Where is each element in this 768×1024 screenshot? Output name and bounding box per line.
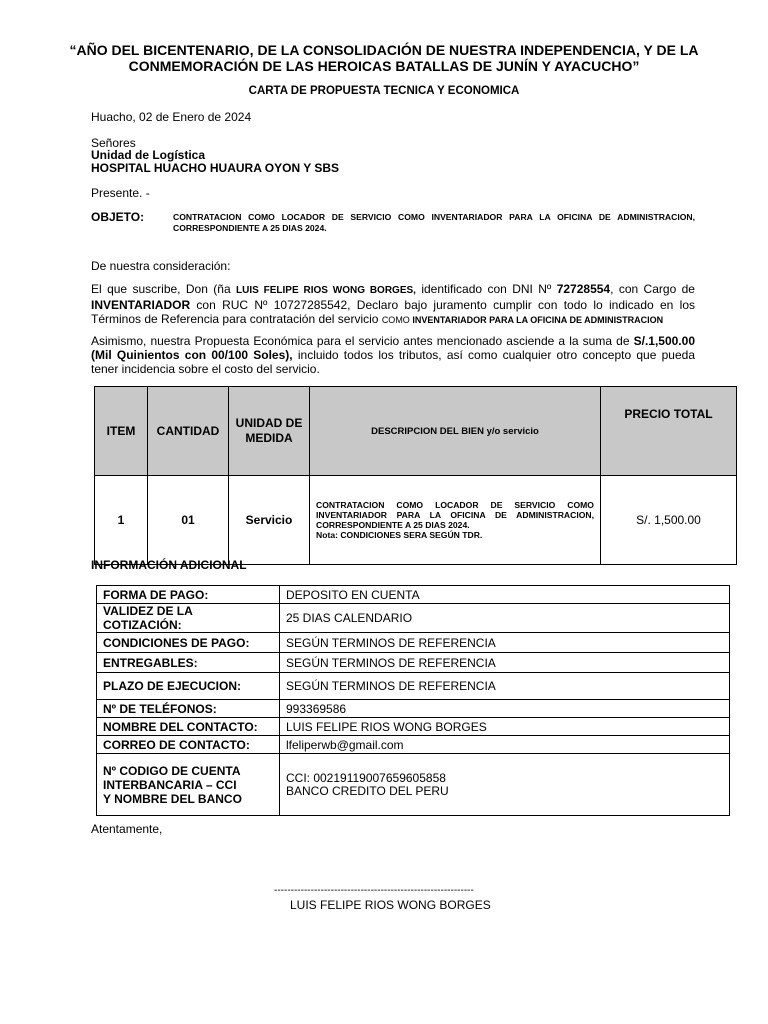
header-line-2: CONMEMORACIÓN DE LAS HEROICAS BATALLAS DE JUNÍN Y AYACUCHO” (128, 58, 640, 74)
salutation: Señores (91, 136, 136, 150)
table-row (95, 476, 737, 565)
info-row (97, 718, 730, 736)
row-cantidad: 01 (148, 476, 229, 565)
info-key: CORREO DE CONTACTO: (97, 736, 280, 754)
info-value: lfeliperwb@gmail.com (280, 736, 730, 754)
p1-name: LUIS FELIPE RIOS WONG BORGES, (236, 285, 416, 296)
bank-key-line-3: Y NOMBRE DEL BANCO (103, 791, 242, 806)
closing: Atentamente, (91, 822, 163, 836)
p1-servicio: INVENTARIADOR PARA LA OFICINA DE ADMINISTRACION (412, 315, 664, 325)
bank-key-line-2: INTERBANCARIA – CCI (103, 777, 237, 792)
col-precio-header: PRECIO TOTAL (601, 387, 737, 476)
date-line: Huacho, 02 de Enero de 2024 (91, 110, 252, 124)
objeto-label: OBJETO: (91, 210, 145, 224)
p1-dni: 72728554 (556, 282, 611, 296)
p2-text-2: incluido todos los tributos, así como cualquier otro concepto que pueda tener incidencia sobre el costo del servicio. (91, 348, 696, 376)
signature-name: LUIS FELIPE RIOS WONG BORGES (290, 898, 491, 912)
info-key: VALIDEZ DE LA COTIZACIÓN: (97, 604, 280, 633)
header-line-1: “AÑO DEL BICENTENARIO, DE LA CONSOLIDACIÓN DE NUESTRA INDEPENDENCIA, Y DE LA (69, 42, 699, 58)
info-key: FORMA DE PAGO: (97, 586, 280, 604)
p1-text-5: COMO (381, 315, 413, 325)
info-value: SEGÚN TERMINOS DE REFERENCIA (280, 653, 730, 673)
header-title (60, 42, 708, 74)
info-row (97, 653, 730, 673)
info-value: SEGÚN TERMINOS DE REFERENCIA (280, 673, 730, 700)
p2-amount: S/.1,500.00 (Mil Quinientos con 00/100 Soles), (91, 334, 695, 362)
row-nota: Nota: CONDICIONES SERA SEGÚN TDR. (316, 530, 483, 540)
info-key: ENTREGABLES: (97, 653, 280, 673)
p1-cargo: INVENTARIADOR (91, 298, 191, 312)
info-value: DEPOSITO EN CUENTA (280, 586, 730, 604)
info-row (97, 633, 730, 653)
info-key: CONDICIONES DE PAGO: (97, 633, 280, 653)
greeting: De nuestra consideración: (91, 259, 231, 273)
row-descripcion-text: CONTRATACION COMO LOCADOR DE SERVICIO COMO INVENTARIADOR PARA LA OFICINA DE ADMINISTRACION, CORRESPONDIENTE A 25 DIAS 2024. (316, 500, 594, 530)
bank-name: BANCO CREDITO DEL PERU (286, 783, 449, 798)
p1-text-1: El que suscribe, Don (ña (91, 282, 237, 296)
info-title: INFORMACIÓN ADICIONAL (91, 558, 247, 572)
col-item-header: ITEM (95, 387, 148, 476)
proposal-table (94, 386, 737, 565)
info-value: 25 DIAS CALENDARIO (280, 604, 730, 633)
presente-line: Presente. - (91, 186, 150, 200)
recipient-unit: Unidad de Logística (91, 148, 206, 162)
info-row (97, 736, 730, 754)
info-key: PLAZO DE EJECUCION: (97, 673, 280, 700)
info-row-bank (97, 754, 730, 816)
declaration-paragraph (91, 282, 695, 327)
info-row (97, 604, 730, 633)
info-table (96, 585, 730, 816)
row-item: 1 (95, 476, 148, 565)
info-row (97, 586, 730, 604)
bank-key (97, 754, 280, 816)
info-key: Nº DE TELÉFONOS: (97, 700, 280, 718)
p2-text-1: Asimismo, nuestra Propuesta Económica para el servicio antes mencionado asciende a la suma de (91, 334, 634, 348)
info-value: 993369586 (280, 700, 730, 718)
row-precio: S/. 1,500.00 (601, 476, 737, 565)
proposal-table-header (95, 387, 737, 476)
info-value: LUIS FELIPE RIOS WONG BORGES (280, 718, 730, 736)
objeto-text: CONTRATACION COMO LOCADOR DE SERVICIO COMO INVENTARIADOR PARA LA OFICINA DE ADMINISTRACION, CORRESPONDIENTE A 25 DIAS 2024. (173, 212, 695, 233)
col-descripcion-header: DESCRIPCION DEL BIEN y/o servicio (310, 387, 601, 476)
row-descripcion (310, 476, 601, 565)
col-cantidad-header: CANTIDAD (148, 387, 229, 476)
document-title: CARTA DE PROPUESTA TECNICA Y ECONOMICA (248, 85, 520, 97)
bank-value (280, 754, 730, 816)
row-unidad: Servicio (229, 476, 310, 565)
info-key: NOMBRE DEL CONTACTO: (97, 718, 280, 736)
bank-cci: CCI: 00219119007659605858 (286, 770, 446, 785)
recipient-hospital: HOSPITAL HUACHO HUAURA OYON Y SBS (91, 161, 340, 175)
p1-text-2: identificado con DNI Nº (415, 282, 557, 296)
info-row (97, 700, 730, 718)
bank-key-line-1: Nº CODIGO DE CUENTA (103, 763, 241, 778)
col-unidad-header: UNIDAD DE MEDIDA (229, 387, 310, 476)
signature-line: ------------------------------------------------------------ (274, 885, 474, 896)
info-row (97, 673, 730, 700)
p1-text-3: , con Cargo de (610, 282, 695, 296)
p1-text-4: con RUC Nº 10727285542, Declaro bajo juramento cumplir con todo lo indicado en los Términos de Referencia para contratación del servicio (91, 298, 695, 326)
economic-paragraph (91, 334, 695, 376)
info-value: SEGÚN TERMINOS DE REFERENCIA (280, 633, 730, 653)
